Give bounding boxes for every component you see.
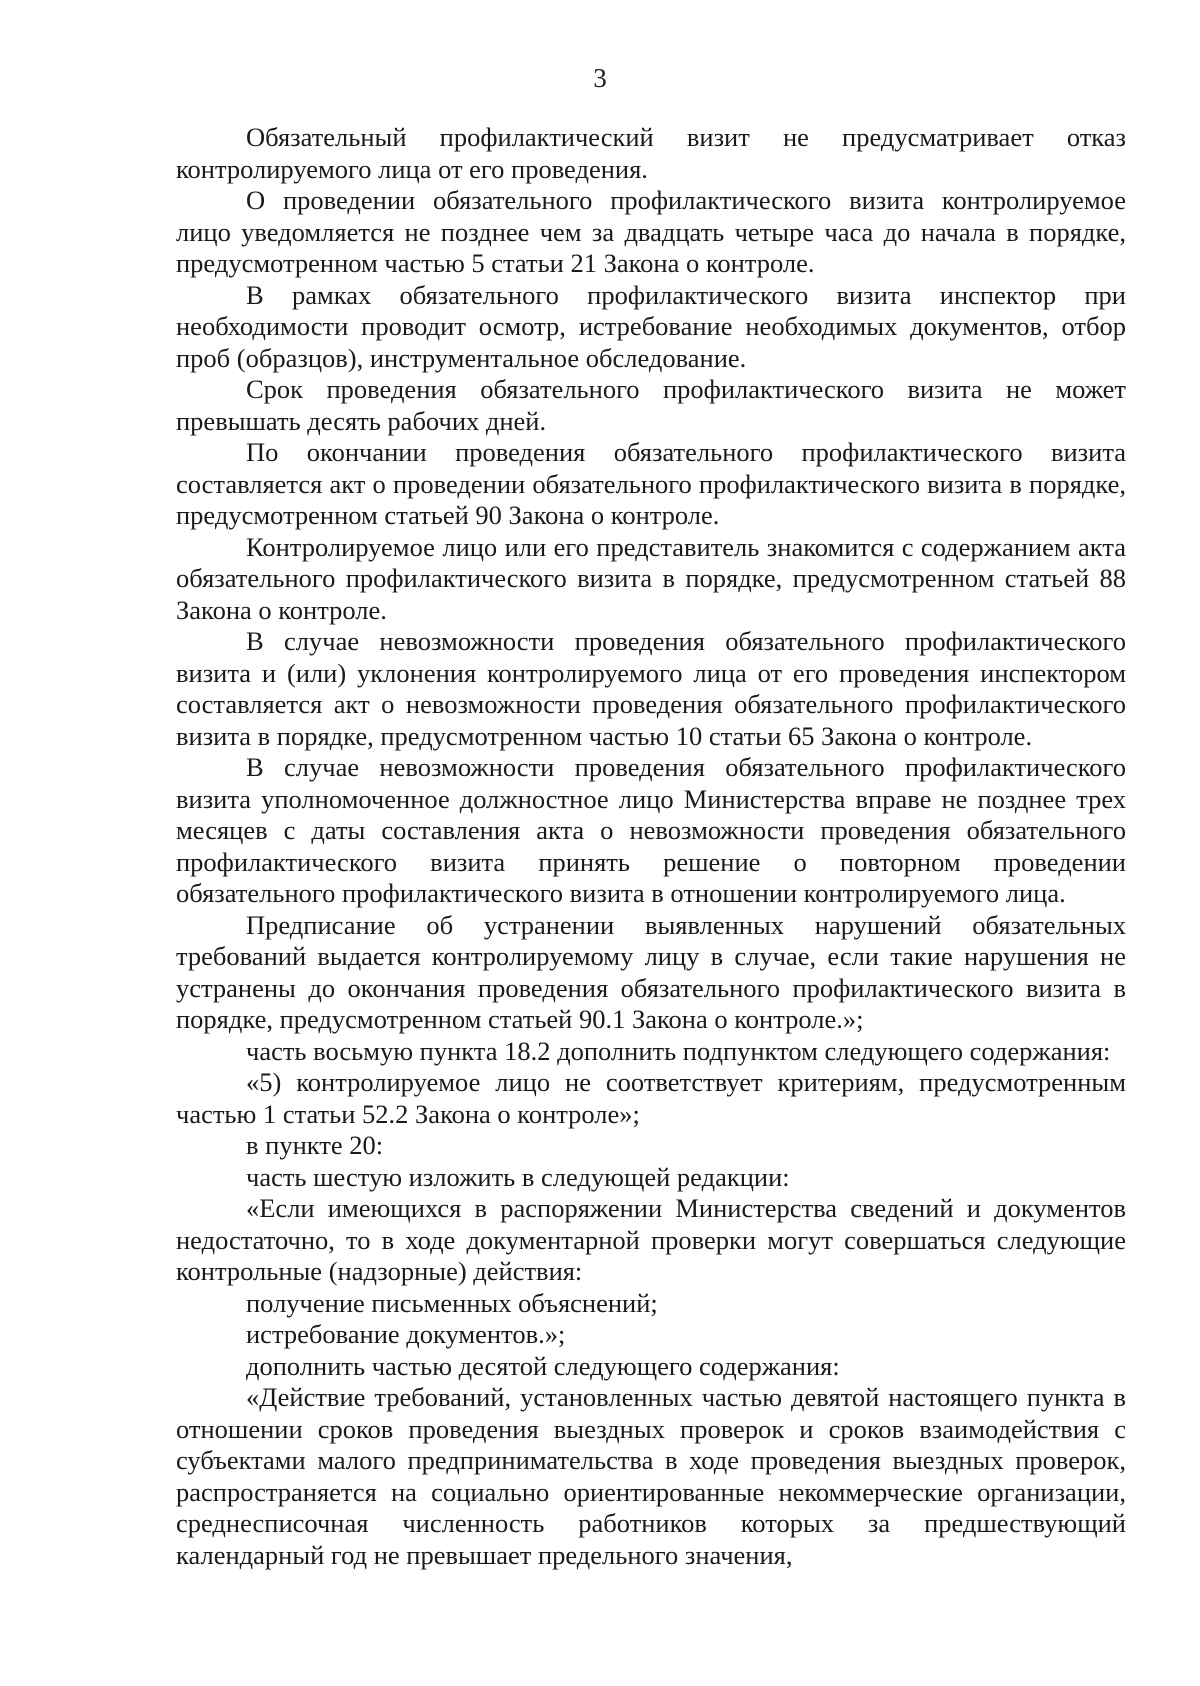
paragraph-10: часть восьмую пункта 18.2 дополнить подпунктом следующего содержания: [246,1035,1111,1066]
paragraph-12: в пункте 20: [246,1130,384,1160]
paragraph-5: По окончании проведения обязательного профилактического визита составляется акт о проведении обязательного профилактического визита в порядке, предусмотренном статьей 90 Закона о контроле. [176,437,1126,530]
paragraph-16: истребование документов.»; [246,1319,566,1349]
document-body [176,122,1126,1571]
paragraph-7: В случае невозможности проведения обязательного профилактического визита и (или) уклонения контролируемого лица от его проведения инспектором составляется акт о невозможности проведения обязательного профилактического визита в порядке, предусмотренном частью 10 статьи 65 Закона о контроле. [176,626,1126,751]
paragraph-14: «Если имеющихся в распоряжении Министерства сведений и документов недостаточно, то в ходе документарной проверки могут совершаться следующие контрольные (надзорные) действия: [176,1193,1126,1286]
paragraph-8: В случае невозможности проведения обязательного профилактического визита уполномоченное должностное лицо Министерства вправе не позднее трех месяцев с даты составления акта о невозможности проведения обязательного профилактического визита принять решение о повторном проведении обязательного профилактического визита в отношении контролируемого лица. [176,752,1126,908]
paragraph-17: дополнить частью десятой следующего содержания: [246,1350,840,1381]
paragraph-15: получение письменных объяснений; [246,1287,658,1318]
paragraph-1: Обязательный профилактический визит не предусматривает отказ контролируемого лица от его проведения. [176,122,1126,184]
page-number: 3 [593,63,607,93]
paragraph-4: Срок проведения обязательного профилактического визита не может превышать десять рабочих дней. [176,374,1126,436]
paragraph-11: «5) контролируемое лицо не соответствует критериям, предусмотренным частью 1 статьи 52.2 Закона о контроле»; [176,1067,1126,1129]
paragraph-13: часть шестую изложить в следующей редакции: [246,1161,790,1192]
paragraph-18: «Действие требований, установленных частью девятой настоящего пункта в отношении сроков проведения выездных проверок и сроков взаимодействия с субъектами малого предпринимательства в ходе проведения выездных проверок, распространяется на социально ориентированные некоммерческие организации, среднесписочная численность работников которых за предшествующий календарный год не превышает предельного значения, [176,1382,1126,1570]
paragraph-6: Контролируемое лицо или его представитель знакомится с содержанием акта обязательного профилактического визита в порядке, предусмотренном статьей 88 Закона о контроле. [176,531,1126,625]
paragraph-2: О проведении обязательного профилактического визита контролируемое лицо уведомляется не позднее чем за двадцать четыре часа до начала в порядке, предусмотренном частью 5 статьи 21 Закона о контроле. [176,185,1126,278]
paragraph-9: Предписание об устранении выявленных нарушений обязательных требований выдается контролируемому лицу в случае, если такие нарушения не устранены до окончания проведения обязательного профилактического визита в порядке, предусмотренном статьей 90.1 Закона о контроле.»; [176,909,1126,1034]
paragraph-3: В рамках обязательного профилактического визита инспектор при необходимости проводит осмотр, истребование необходимых документов, отбор проб (образцов), инструментальное обследование. [176,279,1126,373]
